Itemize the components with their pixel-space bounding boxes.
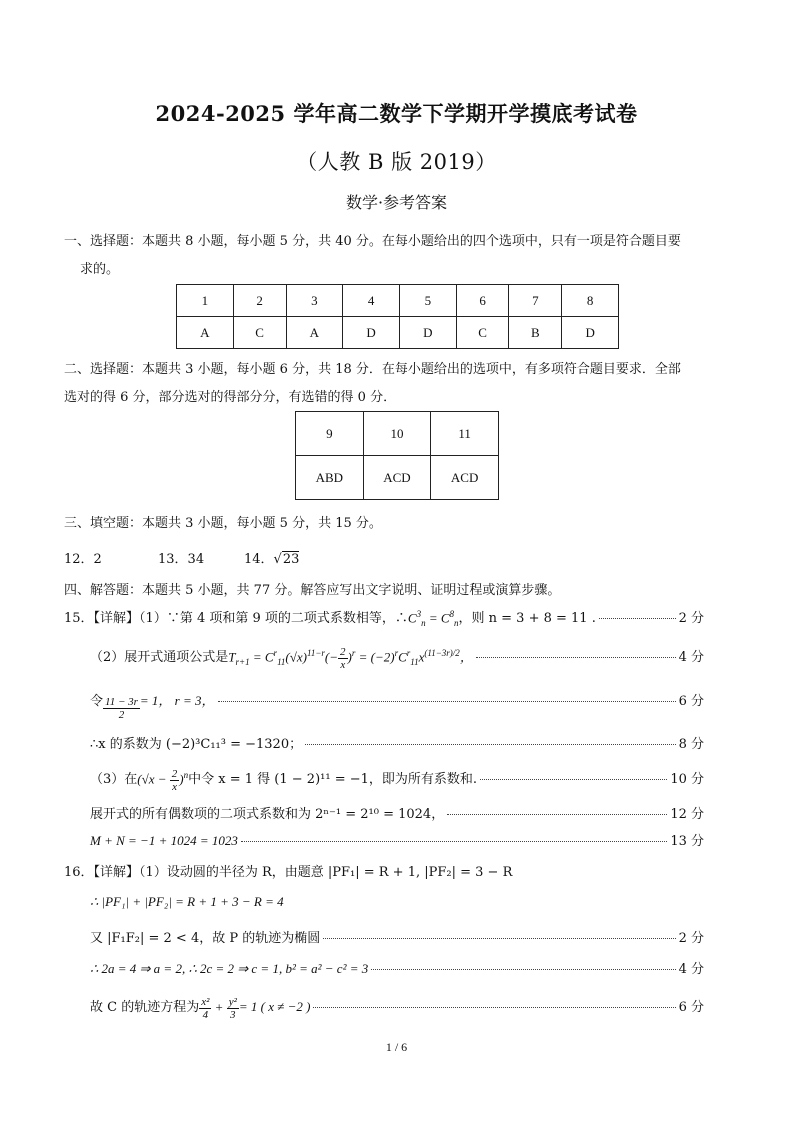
q15-l3-fraction: $\frac{11 - 3r}{2}$ (105, 696, 138, 721)
section2-intro-line1: 二、选择题：本题共 3 小题，每小题 6 分，共 18 分．在每小题给出的选项中，有多项符合题目要求．全部 (64, 362, 681, 377)
q15-l2-formula: $T_{r+1} = C^r_{11}(√x)^{11-r}(-$ $\frac{2}{x}$ )$^r = (-2)^rC^r_{11}x^{(11-3r)/2}$， (228, 646, 473, 671)
leader-dots (476, 657, 676, 658)
q15-line-6 (90, 803, 704, 822)
score-label: 8 分 (678, 737, 704, 752)
leader-dots (599, 618, 676, 619)
leader-dots (447, 814, 667, 815)
table-cell: A (286, 317, 343, 349)
answer-13: 13．34 (158, 552, 205, 567)
q15-l3-text: 令 (90, 694, 104, 709)
score-label: 2 分 (678, 611, 704, 626)
answer-14-value: 23 (282, 552, 300, 567)
table-cell: ABD (296, 456, 364, 500)
table-cell: 7 (509, 285, 562, 317)
exam-title: 2024-2025 学年高二数学下学期开学摸底考试卷 (155, 101, 638, 126)
leader-dots (241, 841, 667, 842)
table-row-numbers (296, 412, 499, 456)
table-cell: D (399, 317, 456, 349)
q15-l5-rest: 中令 x = 1 得 (1 − 2)¹¹ = −1，即为所有系数和. (188, 772, 478, 788)
table-cell: D (343, 317, 400, 349)
table-cell: 3 (286, 285, 343, 317)
table-cell: 6 (456, 285, 509, 317)
q15-l2-text: （2）展开式通项公式是 (90, 650, 229, 666)
q16-l4-text: ∴ 2a = 4 ⇒ a = 2, ∴ 2c = 2 ⇒ c = 1, b² = a² − c² = 3 (90, 961, 369, 976)
score-label: 10 分 (670, 772, 704, 788)
score-label: 12 分 (670, 807, 704, 822)
table-cell: C (456, 317, 509, 349)
q15-line-5 (90, 768, 704, 793)
table-cell: 9 (296, 412, 364, 456)
score-label: 6 分 (678, 694, 704, 709)
leader-dots (371, 969, 675, 970)
q16-line-5 (90, 996, 704, 1021)
q16-l5-rest: = 1 ( x ≠ −2 ) (238, 999, 311, 1015)
answer-14-label: 14． (244, 552, 274, 567)
page-number: 1 / 6 (385, 1040, 408, 1054)
q15-l6-text: 展开式的所有偶数项的二项式系数和为 2ⁿ⁻¹ = 2¹⁰ = 1024， (90, 807, 445, 822)
answer-subtitle: 数学·参考答案 (345, 193, 448, 212)
section1-answer-table (176, 284, 619, 349)
table-cell: 8 (562, 285, 619, 317)
q15-line-4 (90, 733, 704, 752)
leader-dots (305, 744, 675, 745)
section1-intro-line2: 求的。 (80, 262, 120, 277)
q16-l3-text: 又 |F₁F₂| = 2 < 4，故 P 的轨迹为椭圆 (90, 931, 321, 946)
leader-dots (480, 779, 667, 780)
table-cell: A (177, 317, 234, 349)
table-cell: 4 (343, 285, 400, 317)
leader-dots (218, 701, 676, 702)
q15-line-7 (90, 830, 704, 849)
q16-line-3 (90, 927, 704, 946)
q16-l5-equation: $\frac{\text{x²}}{4}$ + $\frac{\text{y²}}{3}$ (201, 996, 237, 1021)
answer-14 (244, 548, 299, 567)
leader-dots (313, 1007, 675, 1008)
table-cell: 11 (431, 412, 499, 456)
q15-l5-text: （3）在 (90, 772, 138, 788)
table-row-answers (177, 317, 619, 349)
q15-l4-text: ∴x 的系数为 (−2)³C₁₁³ = −1320； (90, 737, 303, 752)
q15-line-2 (90, 646, 704, 671)
score-label: 2 分 (678, 931, 704, 946)
answer-12: 12．2 (64, 552, 102, 567)
q16-line-1: 16．【详解】（1）设动圆的半径为 R，由题意 |PF₁| = R + 1, |PF₂| = 3 − R (64, 865, 513, 880)
table-cell: 2 (233, 285, 286, 317)
q16-line-2: ∴ |PF₁| + |PF₂| = R + 1 + 3 − R = 4 (90, 894, 284, 909)
q15-line-1 (64, 607, 704, 628)
section4-intro: 四、解答题：本题共 5 小题，共 77 分。解答应写出文字说明、证明过程或演算步骤。 (64, 583, 561, 598)
section2-answer-table (295, 411, 499, 500)
table-cell: 1 (177, 285, 234, 317)
q15-l1-text: 15．【详解】（1）∵第 4 项和第 9 项的二项式系数相等，∴ (64, 611, 408, 626)
score-label: 6 分 (678, 1000, 704, 1016)
score-label: 4 分 (678, 650, 704, 666)
exam-edition: （人教 B 版 2019） (296, 150, 497, 174)
sqrt-sign: √ (273, 552, 282, 567)
table-cell: 5 (399, 285, 456, 317)
q15-l1-math: $C^3_n = C^8_n$ (407, 608, 459, 628)
table-cell: B (509, 317, 562, 349)
q16-line-4 (90, 958, 704, 977)
score-label: 4 分 (678, 962, 704, 977)
section2-intro-line2: 选对的得 6 分，部分选对的得部分分，有选错的得 0 分． (64, 390, 397, 405)
leader-dots (323, 938, 675, 939)
q15-line-3 (90, 690, 704, 721)
table-row-answers (296, 456, 499, 500)
table-row-numbers (177, 285, 619, 317)
table-cell: 10 (363, 412, 431, 456)
q15-l1-rest: ，则 n = 3 + 8 = 11 . (458, 611, 596, 626)
table-cell: C (233, 317, 286, 349)
section3-intro: 三、填空题：本题共 3 小题，每小题 5 分，共 15 分。 (64, 516, 382, 531)
q15-l7-text: M + N = −1 + 1024 = 1023 (90, 833, 238, 848)
score-label: 13 分 (670, 834, 704, 849)
q16-l5-text: 故 C 的轨迹方程为 (90, 1000, 200, 1016)
table-cell: ACD (431, 456, 499, 500)
section1-intro-line1: 一、选择题：本题共 8 小题，每小题 5 分，共 40 分。在每小题给出的四个选项中，只有一项是符合题目要 (64, 234, 681, 249)
q15-l5-expr: (√x − $\frac{2}{x}$ )$^n$ (137, 768, 189, 793)
q15-l3-rest: = 1， r = 3， (139, 693, 215, 708)
table-cell: ACD (363, 456, 431, 500)
table-cell: D (562, 317, 619, 349)
